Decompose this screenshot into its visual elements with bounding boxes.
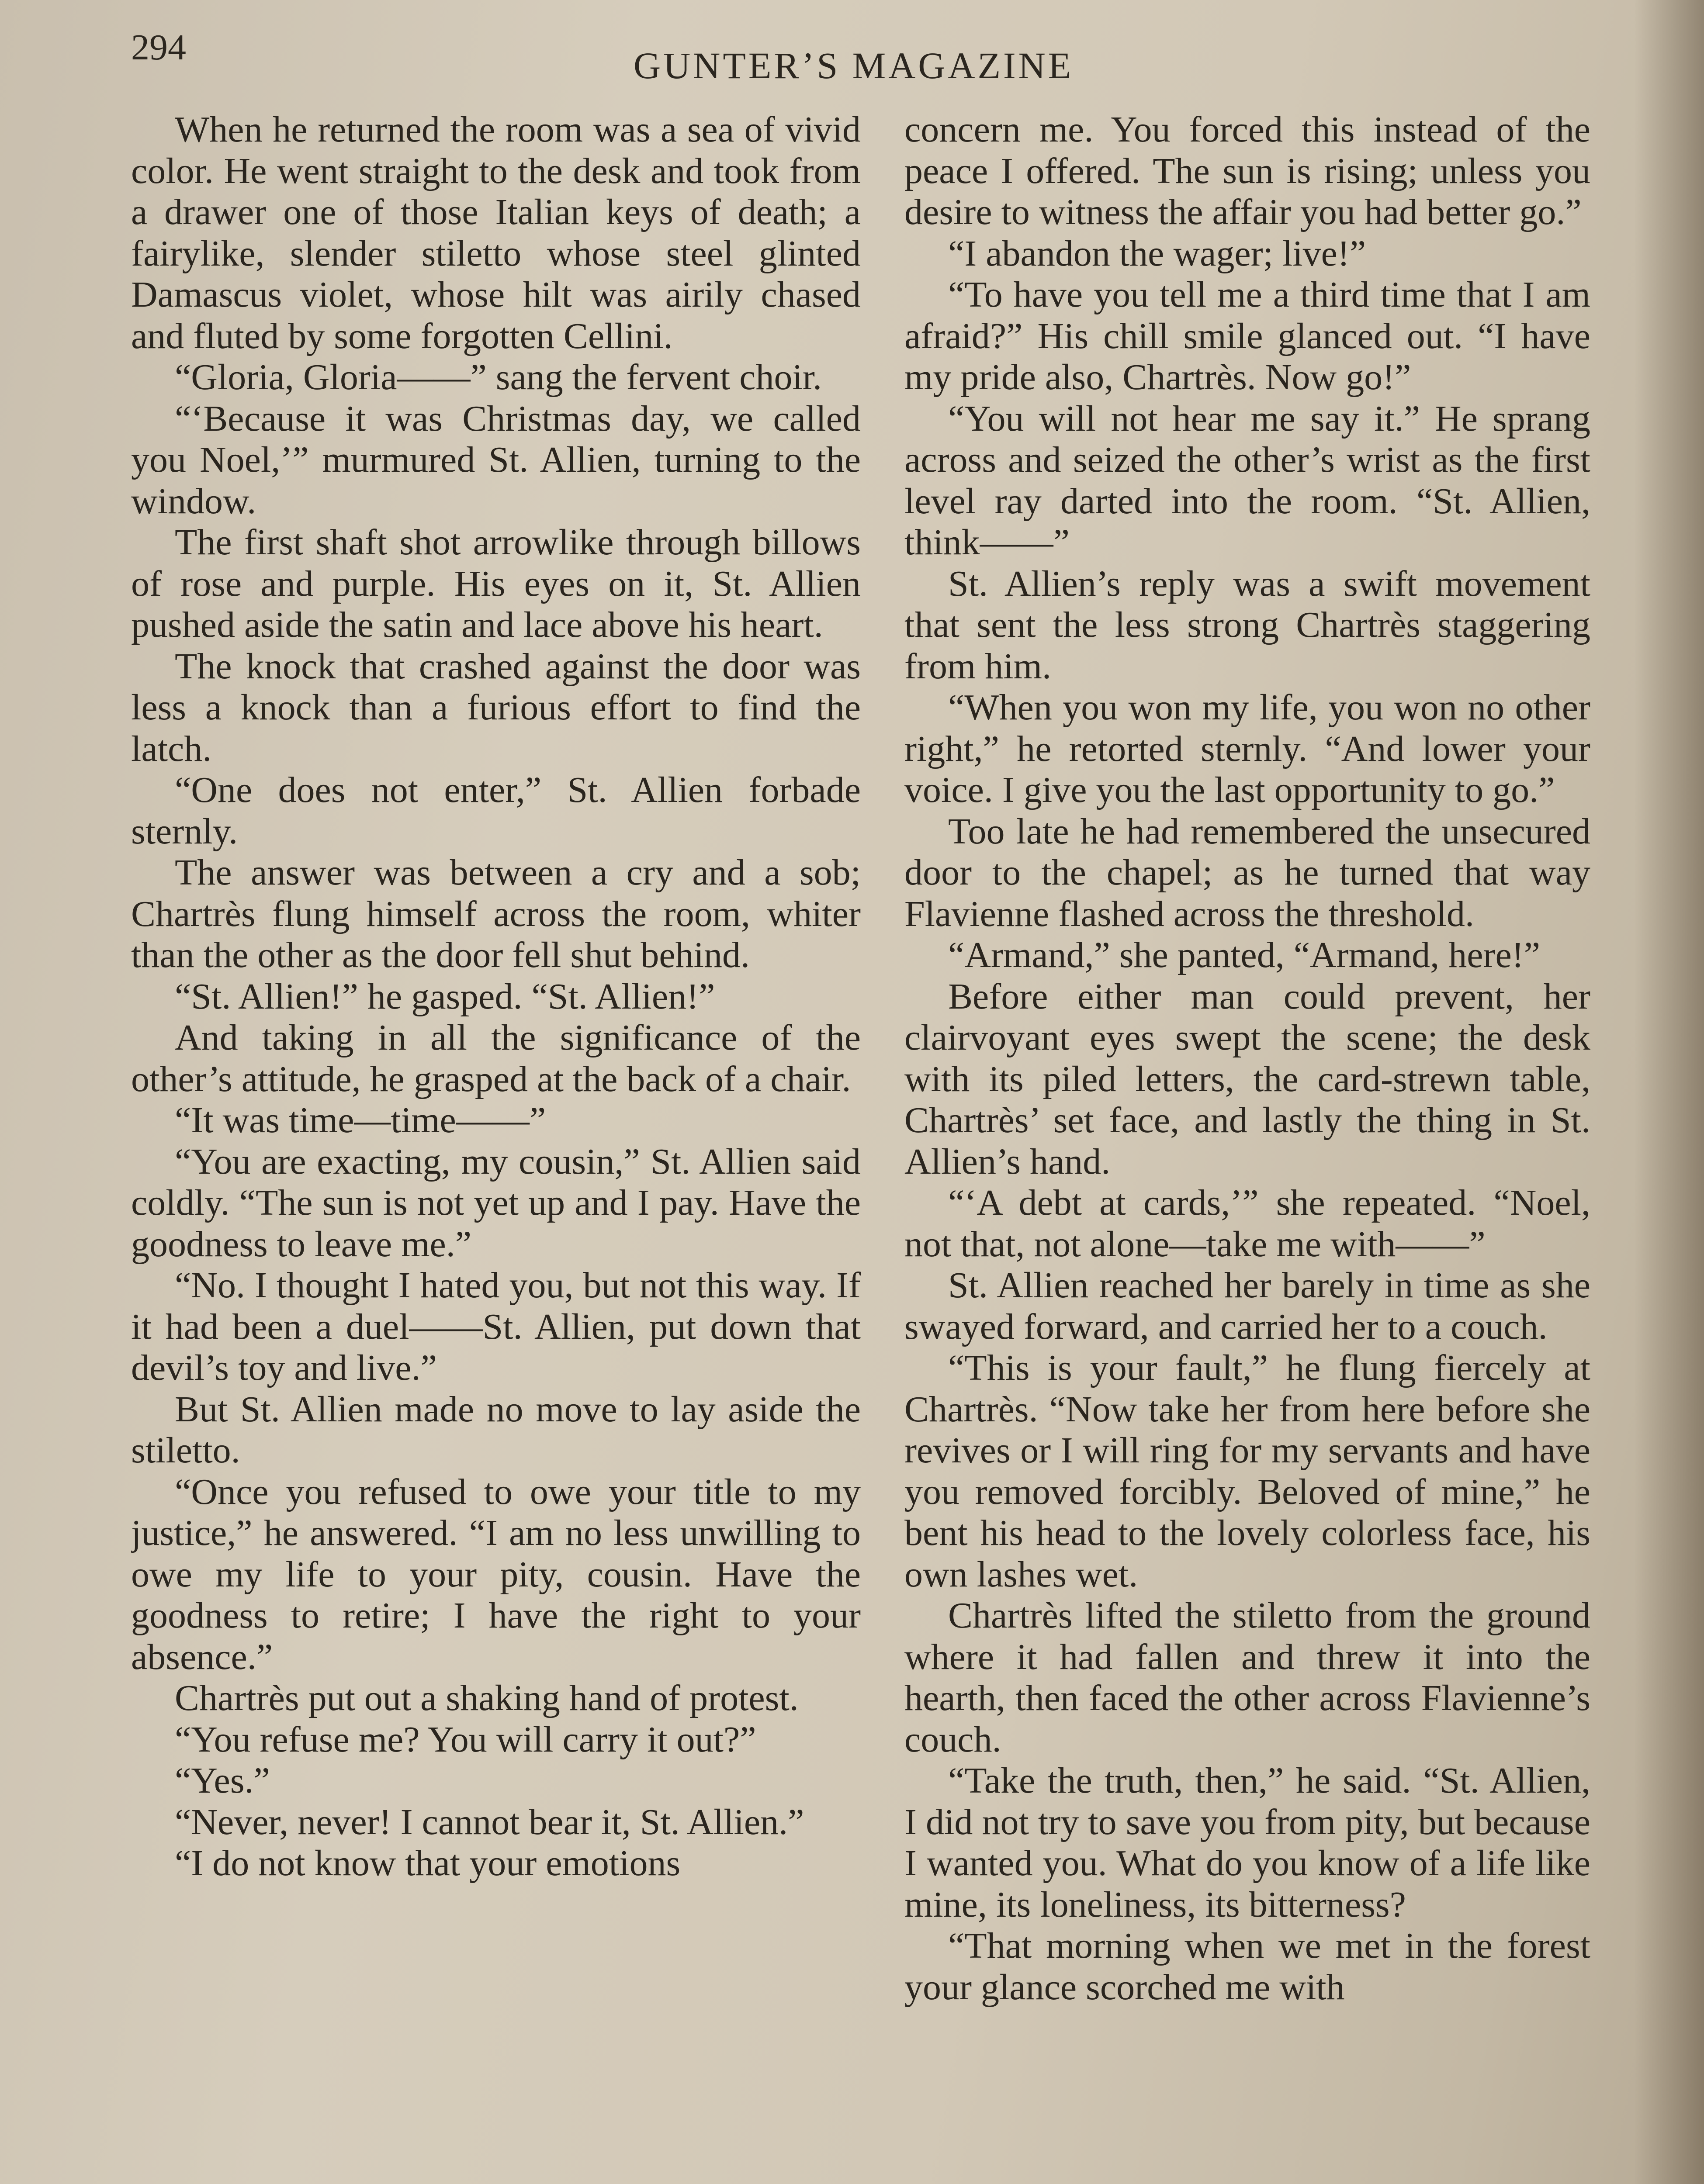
- paragraph: The knock that crashed against the door was less a knock than a furious effort to find the latch.: [131, 646, 861, 769]
- paragraph: When he returned the room was a sea of vivid color. He went straight to the desk and took from a drawer one of those Italian keys of death; a fairylike, slender stiletto whose steel glinted Damascus violet, whose hilt was airily chased and fluted by some forgotten Cellini.: [131, 109, 861, 356]
- paragraph: “Armand,” she panted, “Armand, here!”: [948, 935, 1541, 975]
- paragraph: Too late he had remembered the unsecured door to the chapel; as he turned that way Flavienne flashed across the threshold.: [904, 811, 1590, 934]
- paragraph: Before either man could prevent, her clairvoyant eyes swept the scene; the desk with its piled letters, the card-strewn table, Chartrès’ set face, and lastly the thing in St. Allien’s hand.: [904, 976, 1590, 1182]
- paragraph: “To have you tell me a third time that I am afraid?” His chill smile glanced out. “I have my pride also, Chartrès. Now go!”: [904, 274, 1590, 397]
- paragraph: The answer was between a cry and a sob; Chartrès flung himself across the room, whiter than the other as the door fell shut behind.: [131, 852, 861, 975]
- paragraph: “Yes.”: [175, 1760, 270, 1801]
- paragraph: concern me. You forced this instead of the peace I offered. The sun is rising; unless you desire to witness the affair you had better go.”: [904, 109, 1590, 232]
- paragraph: “It was time—time——”: [175, 1100, 546, 1140]
- paragraph: And taking in all the significance of the other’s attitude, he grasped at the back of a chair.: [131, 1017, 861, 1099]
- page-header: [131, 26, 1595, 114]
- paragraph: But St. Allien made no move to lay aside the stiletto.: [131, 1389, 861, 1471]
- page-number: 294: [131, 27, 186, 68]
- paragraph: “St. Allien!” he gasped. “St. Allien!”: [175, 976, 715, 1017]
- paragraph: “That morning when we met in the forest your glance scorched me with: [904, 1925, 1590, 2008]
- paragraph: “This is your fault,” he flung fiercely at Chartrès. “Now take her from here before she revives or I will ring for my servants and have you removed forcibly. Beloved of mine,” he bent his head to the lovely colorless face, his own lashes wet.: [904, 1348, 1590, 1595]
- paragraph: “You refuse me? You will carry it out?”: [175, 1719, 756, 1760]
- paragraph: “No. I thought I hated you, but not this way. If it had been a duel——St. Allien, put down that devil’s toy and live.”: [131, 1265, 861, 1388]
- paragraph: “‘Because it was Christmas day, we called you Noel,’” murmured St. Allien, turning to the window.: [131, 398, 861, 522]
- paragraph: “You are exacting, my cousin,” St. Allien said coldly. “The sun is not yet up and I pay. Have the goodness to leave me.”: [131, 1141, 861, 1265]
- running-title: GUNTER’S MAGAZINE: [634, 45, 1074, 86]
- paragraph: “Once you refused to owe your title to my justice,” he answered. “I am no less unwilling to owe my life to your pity, cousin. Have the goodness to retire; I have the right to your absence.”: [131, 1471, 861, 1677]
- paragraph: Chartrès put out a shaking hand of protest.: [175, 1678, 799, 1718]
- paragraph: St. Allien’s reply was a swift movement that sent the less strong Chartrès staggering from him.: [904, 563, 1590, 687]
- paragraph: Chartrès lifted the stiletto from the ground where it had fallen and threw it into the hearth, then faced the other across Flavienne’s couch.: [904, 1595, 1590, 1760]
- paragraph: St. Allien reached her barely in time as she swayed forward, and carried her to a couch.: [904, 1265, 1590, 1347]
- left-column: [131, 109, 861, 2184]
- paragraph: The first shaft shot arrowlike through billows of rose and purple. His eyes on it, St. Allien pushed aside the satin and lace above his heart.: [131, 522, 861, 645]
- paragraph: “‘A debt at cards,’” she repeated. “Noel, not that, not alone—take me with——”: [904, 1182, 1590, 1265]
- paragraph: “Take the truth, then,” he said. “St. Allien, I did not try to save you from pity, but because I wanted you. What do you know of a life like mine, its loneliness, its bitterness?: [904, 1760, 1590, 1925]
- paragraph: “One does not enter,” St. Allien forbade sternly.: [131, 770, 861, 852]
- paragraph: “I do not know that your emotions: [175, 1843, 681, 1883]
- paragraph: “You will not hear me say it.” He sprang across and seized the other’s wrist as the first level ray darted into the room. “St. Allien, think——”: [904, 398, 1590, 563]
- spine-shadow: [1634, 0, 1704, 2184]
- right-column: [904, 109, 1590, 2184]
- paragraph: “When you won my life, you won no other right,” he retorted sternly. “And lower your voice. I give you the last opportunity to go.”: [904, 687, 1590, 810]
- paragraph: “I abandon the wager; live!”: [948, 233, 1366, 274]
- paragraph: “Never, never! I cannot bear it, St. Allien.”: [175, 1801, 804, 1842]
- paragraph: “Gloria, Gloria——” sang the fervent choir.: [175, 357, 822, 397]
